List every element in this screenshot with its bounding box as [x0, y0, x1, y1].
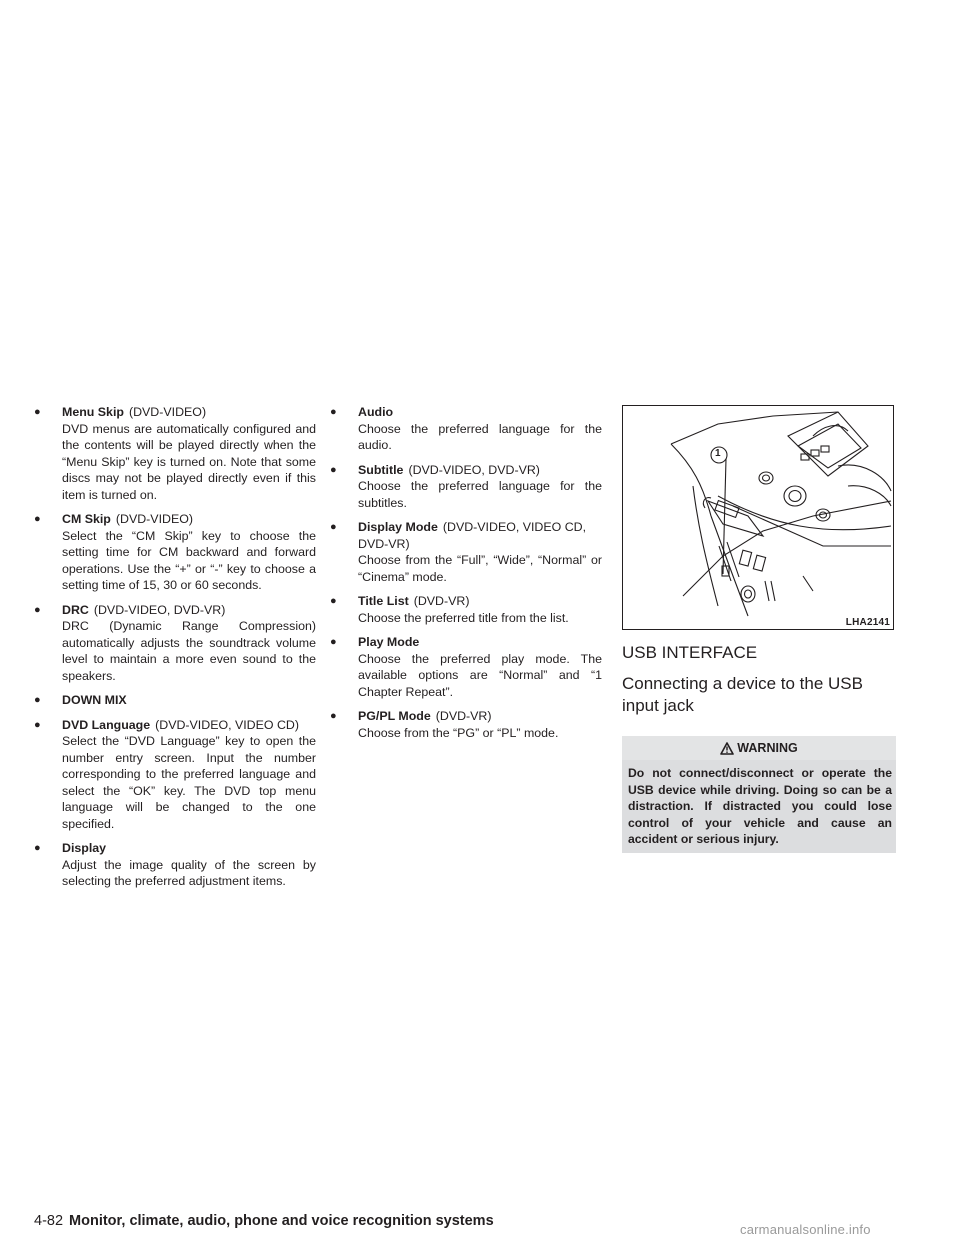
item-spec: (DVD-VR) — [413, 594, 470, 608]
item-title: Menu Skip — [62, 405, 124, 419]
list-item — [330, 593, 602, 626]
bullet-icon: ● — [330, 710, 337, 722]
list-item — [330, 708, 602, 741]
list-item — [330, 404, 602, 454]
list-item — [34, 840, 316, 890]
bullet-icon: ● — [34, 718, 41, 731]
list-item — [34, 692, 316, 709]
item-spec: (DVD-VIDEO, DVD-VR) — [93, 602, 226, 617]
bullet-icon: ● — [330, 463, 337, 476]
item-heading — [358, 519, 602, 552]
item-heading — [358, 634, 602, 651]
warning-header — [622, 736, 896, 760]
item-title: Subtitle — [358, 462, 404, 477]
item-body: Choose the preferred language for the audio. — [358, 421, 602, 452]
section-heading: USB INTERFACE — [622, 643, 758, 662]
item-heading — [358, 593, 602, 610]
item-heading — [62, 404, 316, 421]
column-2 — [330, 404, 602, 749]
bullet-icon: ● — [330, 406, 337, 418]
item-body: Select the “DVD Language” key to open the number entry screen. Input the number corresponding to the preferred language and select the “OK” key. The DVD top menu language will be changed to the one specified. — [62, 734, 316, 831]
item-heading — [62, 840, 316, 857]
list-item — [34, 404, 316, 503]
item-title: Display Mode — [358, 520, 438, 534]
item-body: Choose the preferred title from the list. — [358, 610, 569, 625]
list-item — [34, 717, 316, 833]
list-item — [34, 511, 316, 594]
bullet-icon: ● — [34, 842, 41, 854]
subsection-heading: Connecting a device to the USB input jack — [622, 674, 863, 715]
bullet-icon: ● — [330, 521, 337, 533]
warning-box — [622, 736, 896, 853]
list-item — [330, 519, 602, 585]
item-title: Title List — [358, 594, 409, 608]
item-body: Choose the preferred language for the subtitles. — [358, 479, 602, 510]
bullet-icon: ● — [330, 636, 337, 648]
item-title: CM Skip — [62, 512, 111, 526]
warning-title: WARNING — [737, 741, 798, 755]
item-heading — [62, 602, 316, 619]
item-spec: (DVD-VIDEO, VIDEO CD, DVD-VR) — [358, 520, 587, 551]
item-title: Audio — [358, 405, 394, 419]
item-title: Display — [62, 841, 107, 855]
bullet-icon: ● — [34, 513, 41, 525]
item-body: DRC (Dynamic Range Compression) automatically adjusts the soundtrack volume level to maintain a more even sound to the speakers. — [62, 619, 316, 683]
item-heading — [62, 717, 316, 734]
item-title: DRC — [62, 602, 89, 617]
item-heading — [358, 708, 602, 725]
item-heading — [62, 692, 316, 709]
item-spec: (DVD-VIDEO, DVD-VR) — [408, 462, 540, 477]
item-spec: (DVD-VIDEO) — [128, 405, 207, 419]
column-3 — [622, 405, 896, 853]
item-title: Play Mode — [358, 635, 420, 649]
list-item — [34, 602, 316, 685]
item-heading — [358, 462, 602, 479]
console-drawing — [623, 406, 893, 629]
item-heading — [358, 404, 602, 421]
bullet-icon: ● — [34, 694, 41, 706]
item-body: Select the “CM Skip” key to choose the setting time for CM backward and forward operations. Use the “+” or “-” key to choose a setting time of 15, 30 or 60 seconds. — [62, 528, 316, 592]
footer-title: Monitor, climate, audio, phone and voice recognition systems — [69, 1213, 494, 1229]
item-title: PG/PL Mode — [358, 709, 431, 723]
item-spec: (DVD-VIDEO) — [115, 512, 193, 526]
column-1 — [34, 404, 316, 898]
item-body: Choose from the “Full”, “Wide”, “Normal” or “Cinema” mode. — [358, 553, 602, 584]
warning-triangle-icon — [720, 742, 734, 755]
bullet-icon: ● — [34, 406, 41, 418]
usb-jack-illustration — [622, 405, 894, 630]
list-item — [330, 634, 602, 700]
item-title: DOWN MIX — [62, 693, 127, 707]
figure-code: LHA2141 — [845, 617, 890, 628]
item-body: Choose from the “PG” or “PL” mode. — [358, 725, 559, 740]
item-spec: (DVD-VR) — [435, 709, 492, 723]
page-footer — [34, 1213, 494, 1229]
page-number: 4-82 — [34, 1213, 64, 1229]
warning-text: Do not connect/disconnect or operate the USB device while driving. Doing so can be a distraction. If distracted you could lose control of your vehicle and cause an accident or serious injury. — [622, 760, 896, 853]
callout-number: 1 — [715, 448, 721, 459]
item-body: Choose the preferred play mode. The available options are “Normal” and “1 Chapter Repeat”. — [358, 651, 602, 699]
item-title: DVD Language — [62, 717, 151, 732]
list-item — [330, 462, 602, 512]
item-body: DVD menus are automatically configured and the contents will be played directly when the “Menu Skip” key is turned on. Note that some discs may not be played directly even if this item is turned on. — [62, 421, 316, 502]
item-heading — [62, 511, 316, 528]
watermark: carmanualsonline.info — [740, 1222, 871, 1237]
bullet-icon: ● — [34, 603, 41, 616]
item-body: Adjust the image quality of the screen by selecting the preferred adjustment items. — [62, 857, 316, 888]
item-spec: (DVD-VIDEO, VIDEO CD) — [155, 717, 300, 732]
bullet-icon: ● — [330, 595, 337, 607]
